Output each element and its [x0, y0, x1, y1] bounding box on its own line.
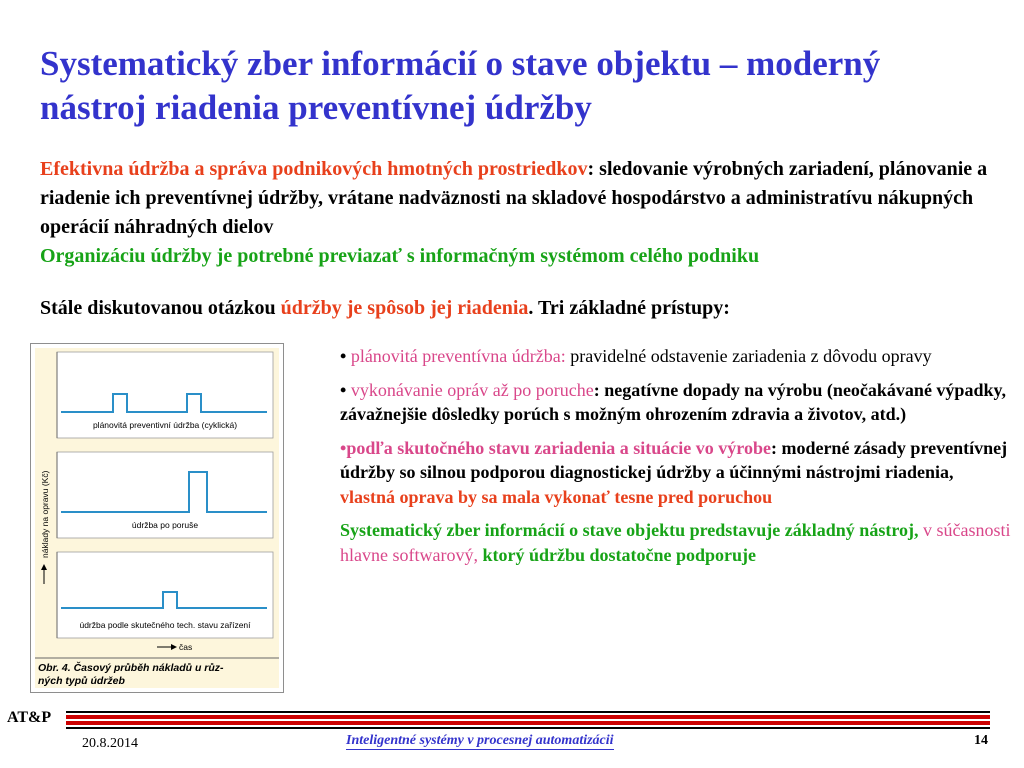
question-highlight: údržby je spôsob jej riadenia: [280, 297, 529, 319]
conclusion-green-1: Systematický zber informácií o stave objektu predstavuje základný nástroj,: [340, 520, 923, 540]
approach-condition-based-bullet: •: [340, 437, 347, 458]
figure-caption-line-2: ných typů údržeb: [38, 675, 125, 687]
approach-planned-text: pravidelné odstavenie zariadenia z dôvodu opravy: [565, 346, 932, 366]
x-axis-arrowhead: [171, 644, 177, 650]
figure-background: [35, 348, 279, 688]
question-part-1: Stále diskutovanou otázkou: [40, 297, 281, 319]
footer-divider-top: [66, 711, 990, 713]
approach-condition-based: [340, 436, 1012, 510]
title-line-1: Systematický zber informácií o stave objektu – moderný: [40, 44, 881, 83]
question-paragraph: [40, 294, 1000, 323]
approach-after-failure-bullet: •: [340, 379, 351, 400]
approach-condition-based-label: podľa skutočného stavu zariadenia a situácie vo výrobe: [346, 437, 771, 458]
y-axis-arrowhead: [41, 564, 47, 570]
footer-date: 20.8.2014: [82, 736, 138, 751]
approach-planned-bullet: •: [340, 346, 351, 366]
intro-paragraph: [40, 155, 1000, 271]
page-number: 14: [974, 733, 988, 748]
footer-divider-bottom: [66, 727, 990, 729]
approaches-list: [340, 344, 1012, 576]
panel-3-label: údržba podle skutečného tech. stavu zařízení: [79, 620, 251, 630]
slide-title: [40, 42, 1010, 130]
footer-divider-red-2: [66, 721, 990, 725]
question-part-2: . Tri základné prístupy:: [528, 297, 730, 319]
maintenance-cost-chart: [35, 348, 279, 688]
maintenance-cost-figure: [30, 343, 284, 693]
intro-green-line: Organizáciu údržby je potrebné previazať s informačným systémom celého podniku: [40, 245, 760, 267]
figure-caption-line-1: Obr. 4. Časový průběh nákladů u růz-: [38, 662, 224, 674]
title-line-2: nástroj riadenia preventívnej údržby: [40, 88, 592, 127]
approach-after-failure-text: : negatívne dopady na výrobu (neočakávané výpadky, závažnejšie dôsledky porúch s možným ohrozením zdravia a životov, atd.): [340, 379, 1006, 424]
panel-1-label: plánovitá preventivní údržba (cyklická): [92, 420, 238, 430]
intro-rest: : sledovanie výrobných zariadení, plánovanie a riadenie ich preventívnej údržby, vrátane nadväznosti na skladové hospodárstvo a administratívu nákupných operácií náhradných dielov: [40, 158, 988, 238]
atp-logo: AT&P: [7, 709, 52, 726]
conclusion: [340, 518, 1012, 567]
approach-after-failure-label: vykonávanie opráv až po poruche: [350, 379, 594, 400]
panel-2-label: údržba po poruše: [131, 520, 199, 530]
approach-planned-label: plánovitá preventívna údržba:: [350, 346, 566, 366]
approach-condition-based-text: : moderné zásady preventívnej údržby so silnou podporou diagnostickej údržby a účinnými nástrojmi riadenia,: [340, 437, 1008, 482]
x-axis-label: čas: [179, 642, 193, 652]
y-axis-label: náklady na opravu (Kč): [40, 470, 50, 558]
approach-after-failure: [340, 378, 1012, 427]
approach-condition-based-red-tail: vlastná oprava by sa mala vykonať tesne pred poruchou: [340, 486, 773, 507]
conclusion-pink: v súčasnosti hlavne softwarový,: [340, 520, 1011, 565]
footer-divider-red-1: [66, 715, 990, 719]
footer-course-title: Inteligentné systémy v procesnej automatizácii: [346, 733, 614, 748]
approach-planned: [340, 344, 1012, 369]
intro-lead: Efektivna údržba a správa podnikových hmotných prostriedkov: [40, 158, 588, 180]
conclusion-green-2: ktorý údržbu dostatočne podporuje: [477, 544, 756, 565]
